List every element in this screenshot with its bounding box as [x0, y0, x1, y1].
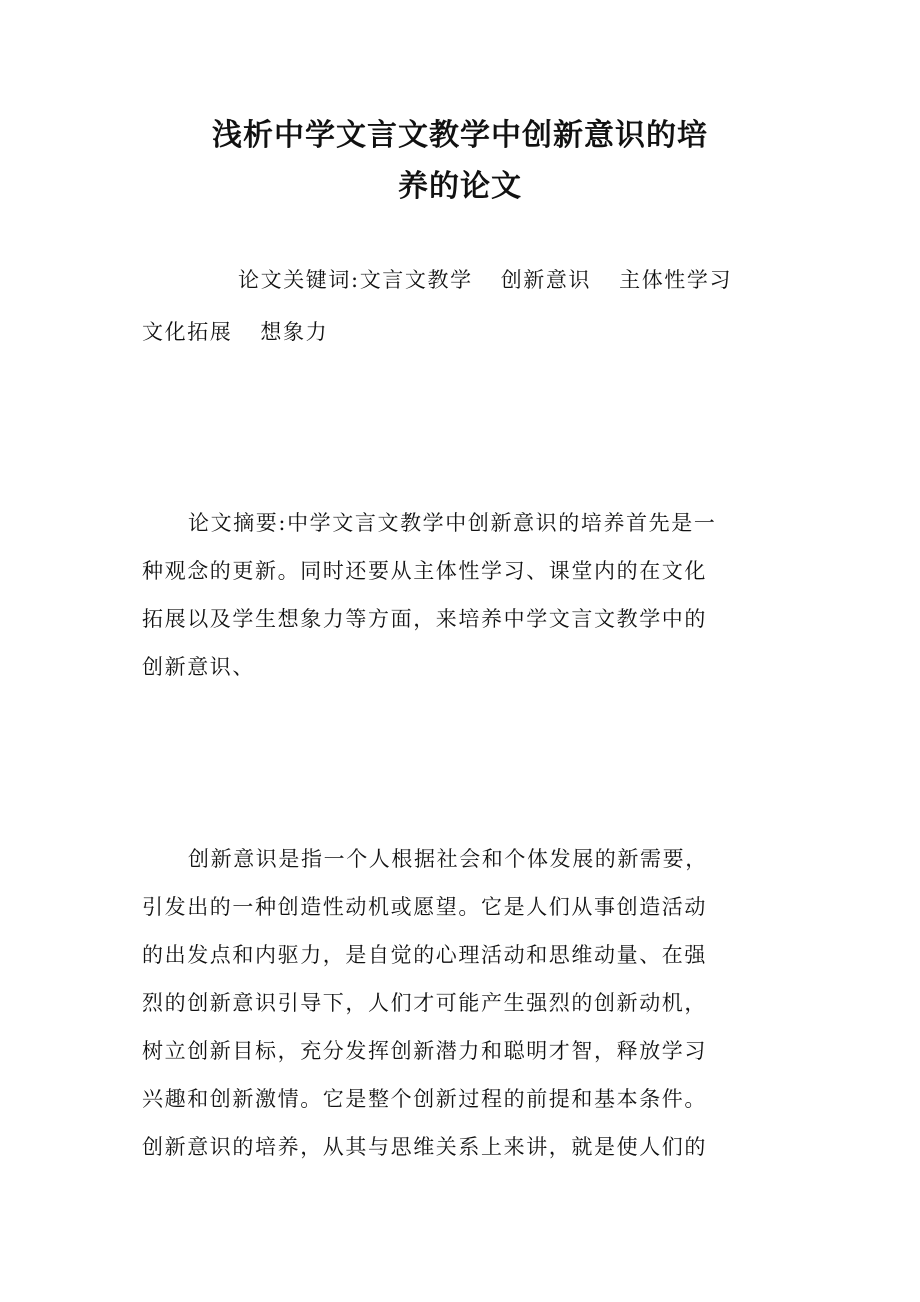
keywords-line-2: [142, 318, 328, 346]
keywords-label: 论文关键词:: [238, 268, 360, 292]
abstract-line: 创新意识、: [142, 655, 255, 679]
keyword-item: 创新意识: [500, 268, 592, 292]
body-line: 树立创新目标，充分发挥创新潜力和聪明才智，释放学习: [142, 1039, 707, 1063]
document-title-line-2: 养的论文: [398, 169, 522, 204]
keyword-item: 文言文教学: [359, 268, 473, 292]
abstract-line: 论文摘要:中学文言文教学中创新意识的培养首先是一: [188, 511, 717, 535]
abstract-line: 拓展以及学生想象力等方面，来培养中学文言文教学中的: [142, 607, 707, 631]
body-line: 烈的创新意识引导下，人们才可能产生强烈的创新动机，: [142, 991, 707, 1015]
body-line: 的出发点和内驱力，是自觉的心理活动和思维动量、在强: [142, 943, 707, 967]
keyword-item: 想象力: [260, 320, 329, 344]
document-title-line-1: 浅析中学文言文教学中创新意识的培: [212, 118, 708, 153]
keyword-item: 文化拓展: [142, 320, 233, 344]
keyword-item: 主体性学习: [619, 268, 733, 292]
abstract-line: 种观念的更新。同时还要从主体性学习、课堂内的在文化: [142, 559, 707, 583]
body-line: 引发出的一种创造性动机或愿望。它是人们从事创造活动: [142, 895, 707, 919]
body-line: 创新意识是指一个人根据社会和个体发展的新需要，: [188, 847, 708, 871]
body-line: 兴趣和创新激情。它是整个创新过程的前提和基本条件。: [142, 1087, 707, 1111]
body-line: 创新意识的培养，从其与思维关系上来讲，就是使人们的: [142, 1135, 707, 1159]
keywords-line-1: [238, 266, 732, 294]
